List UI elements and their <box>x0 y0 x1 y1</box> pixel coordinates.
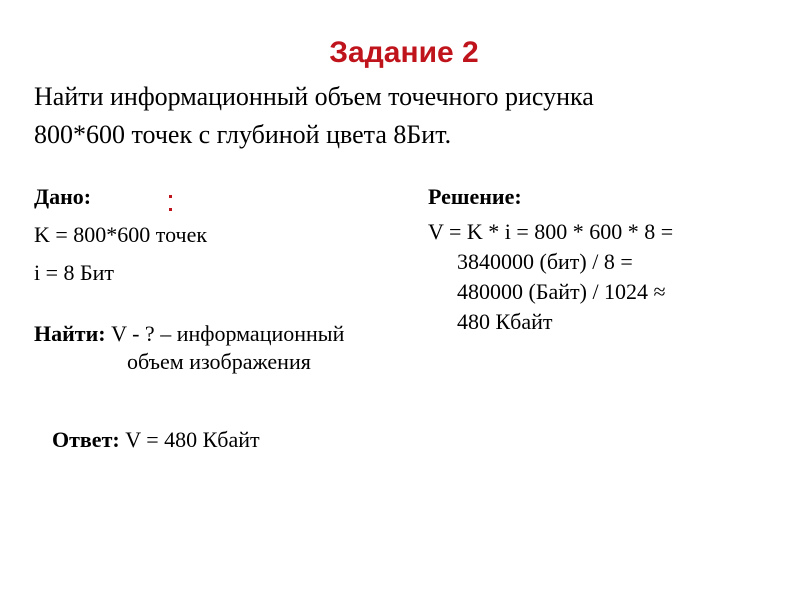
given-line-1: K = 800*600 точек <box>34 222 208 247</box>
solution-block <box>428 183 788 337</box>
answer-label: Ответ: <box>52 427 120 452</box>
solution-line-4: 480 Кбайт <box>457 309 553 334</box>
solution-line-3: 480000 (Байт) / 1024 ≈ <box>457 279 666 304</box>
answer-block <box>52 426 260 454</box>
find-text-2: объем изображения <box>127 349 311 374</box>
task-statement <box>34 78 774 154</box>
slide-title: Задание 2 <box>329 36 479 69</box>
solution-line-2: 3840000 (бит) / 8 = <box>457 249 633 274</box>
task-line-1: Найти информационный объем точечного рисунка <box>34 82 594 111</box>
solution-line-1: V = K * i = 800 * 600 * 8 = <box>428 219 674 244</box>
find-row-1 <box>34 320 424 348</box>
find-label: Найти: <box>34 321 106 346</box>
find-block <box>34 320 424 376</box>
given-line-2: i = 8 Бит <box>34 260 115 285</box>
answer-text: V = 480 Кбайт <box>119 427 260 452</box>
given-label: Дано: <box>34 184 92 209</box>
find-text-1: V - ? – информационный <box>105 321 345 346</box>
given-block <box>34 183 434 297</box>
task-line-2: 800*600 точек с глубиной цвета 8Бит. <box>34 120 452 149</box>
solution-label: Решение: <box>428 184 522 209</box>
